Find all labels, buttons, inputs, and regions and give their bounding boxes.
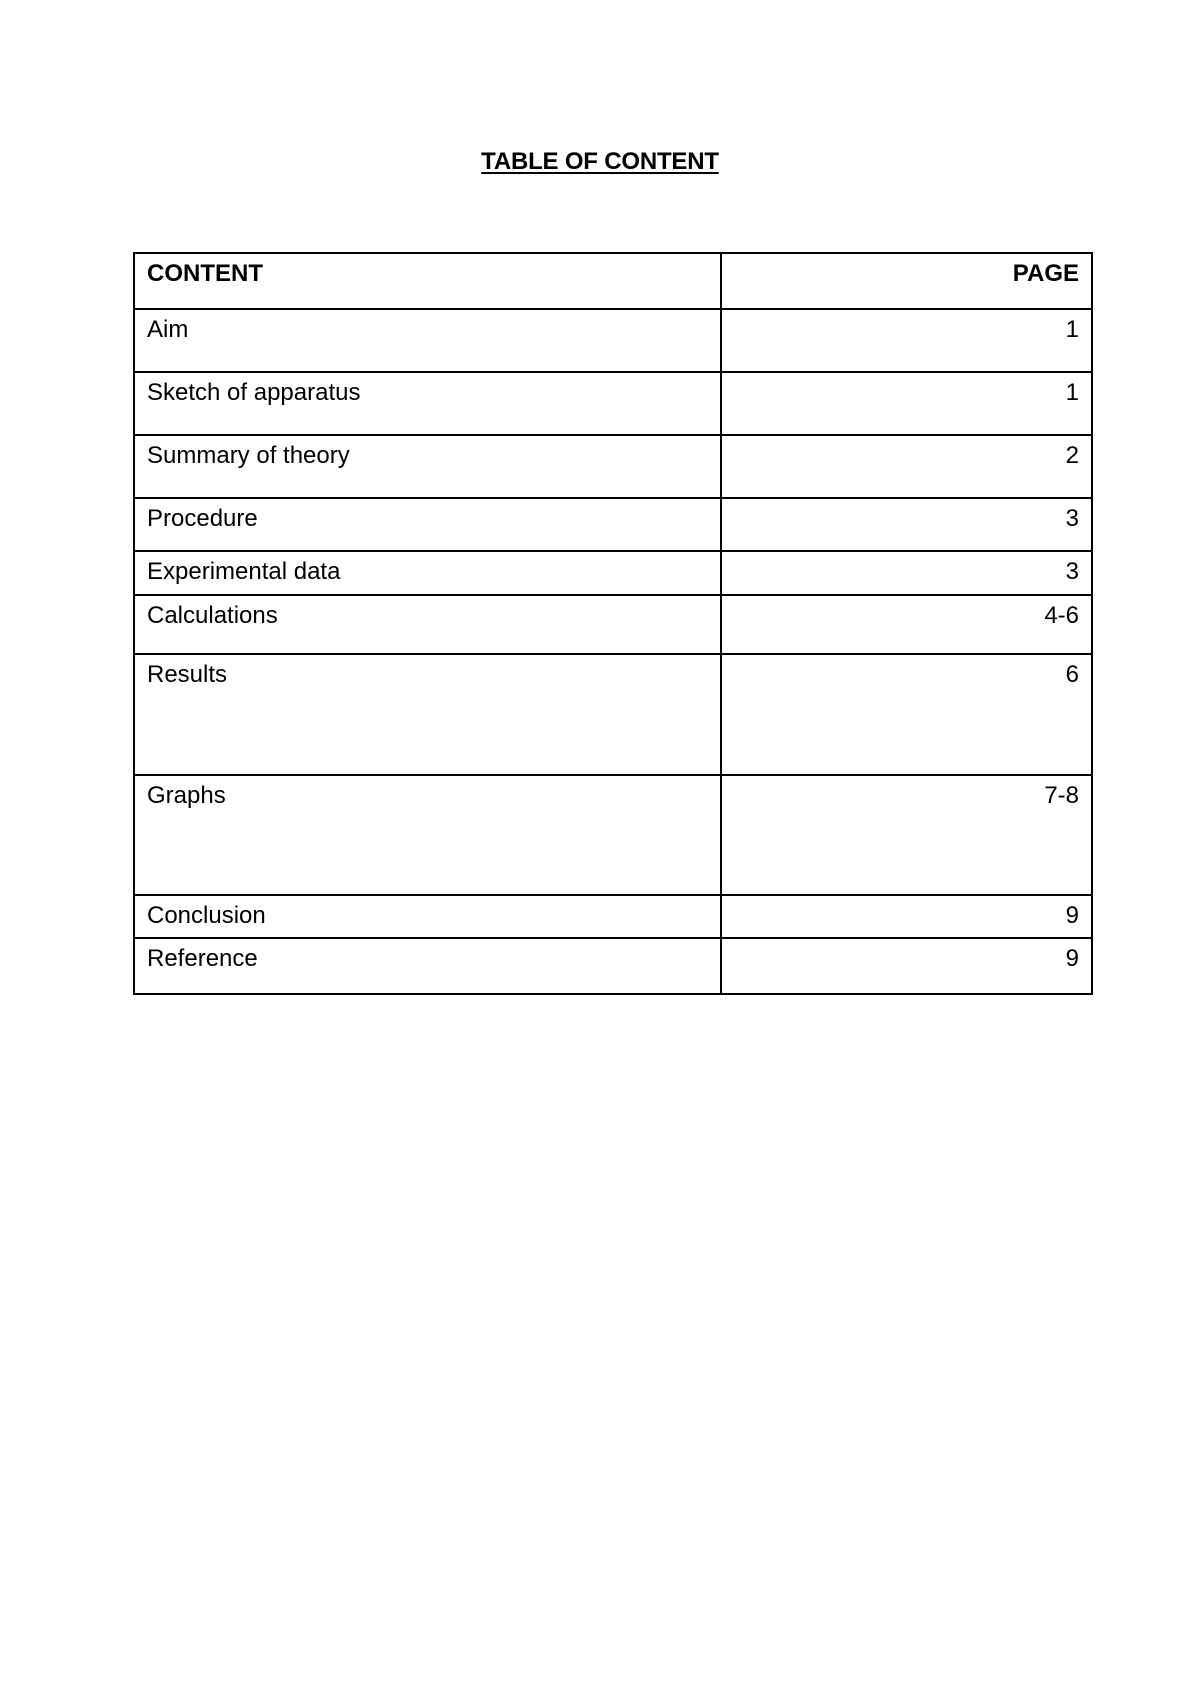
row-content: Calculations xyxy=(134,595,721,654)
row-content: Aim xyxy=(134,309,721,372)
row-page: 2 xyxy=(721,435,1092,498)
table-row xyxy=(134,498,1092,551)
table-row xyxy=(134,309,1092,372)
row-content: Summary of theory xyxy=(134,435,721,498)
row-page: 1 xyxy=(721,309,1092,372)
row-page: 9 xyxy=(721,938,1092,994)
header-content: CONTENT xyxy=(134,253,721,309)
row-page: 6 xyxy=(721,654,1092,775)
row-content: Experimental data xyxy=(134,551,721,595)
table-row xyxy=(134,372,1092,435)
row-page: 3 xyxy=(721,551,1092,595)
row-page: 3 xyxy=(721,498,1092,551)
row-content: Reference xyxy=(134,938,721,994)
row-content: Graphs xyxy=(134,775,721,895)
row-page: 7-8 xyxy=(721,775,1092,895)
row-content: Procedure xyxy=(134,498,721,551)
table-row xyxy=(134,775,1092,895)
row-page: 9 xyxy=(721,895,1092,938)
table-row xyxy=(134,938,1092,994)
table-row xyxy=(134,895,1092,938)
row-content: Sketch of apparatus xyxy=(134,372,721,435)
row-page: 4-6 xyxy=(721,595,1092,654)
table-row xyxy=(134,551,1092,595)
table-row xyxy=(134,595,1092,654)
table-row xyxy=(134,654,1092,775)
table-header-row xyxy=(134,253,1092,309)
row-page: 1 xyxy=(721,372,1092,435)
header-page: PAGE xyxy=(721,253,1092,309)
table-row xyxy=(134,435,1092,498)
page-title: TABLE OF CONTENT xyxy=(481,148,719,175)
table-of-contents xyxy=(133,252,1093,995)
row-content: Results xyxy=(134,654,721,775)
row-content: Conclusion xyxy=(134,895,721,938)
